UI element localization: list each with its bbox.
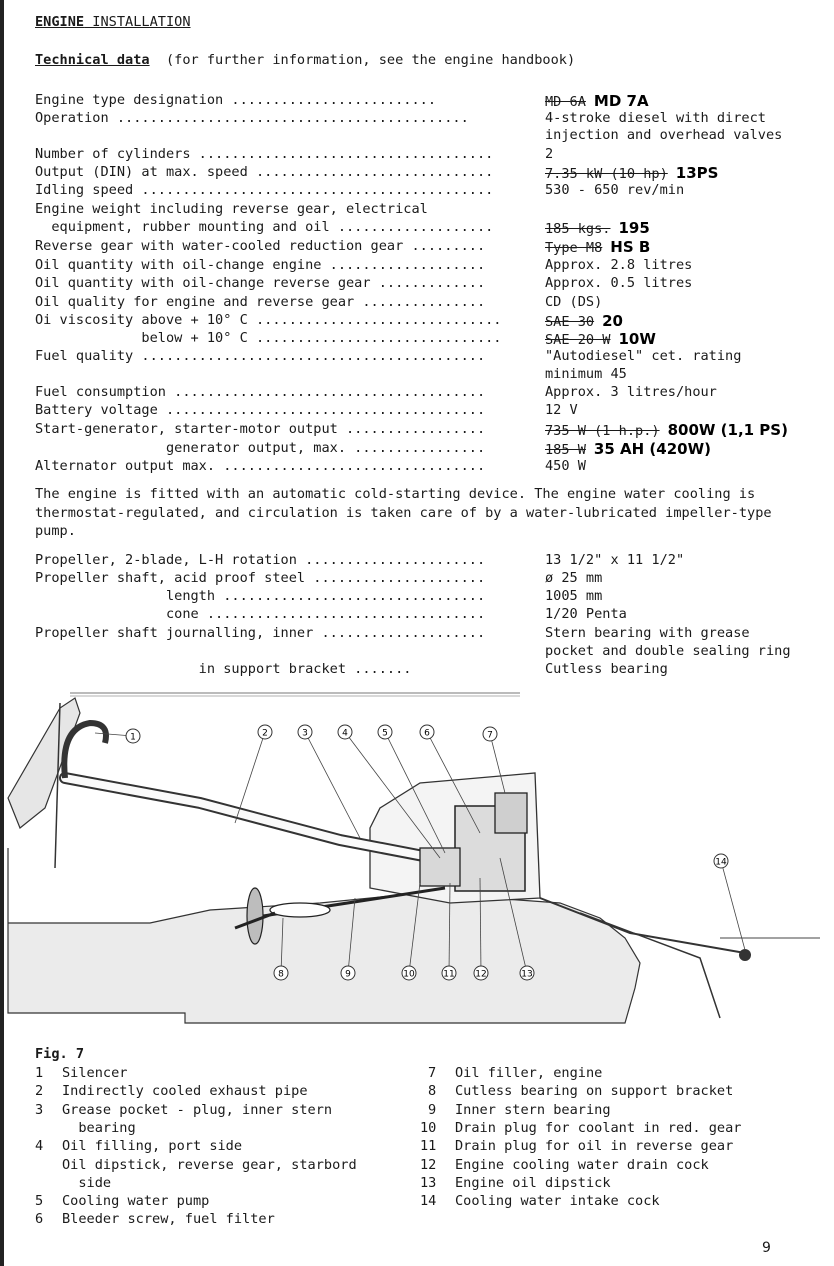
spec-value-text: SAE 20 W bbox=[545, 332, 611, 348]
spec-value bbox=[545, 275, 692, 291]
handwritten-correction: 13PS bbox=[675, 164, 719, 182]
spec-label: Start-generator, starter-motor output ................. bbox=[35, 421, 486, 437]
spec-label: Operation ........................................... bbox=[35, 110, 469, 126]
spec-label: Oil quantity with oil-change reverse gear ............. bbox=[35, 275, 486, 291]
legend-number: 7 bbox=[428, 1065, 437, 1081]
callout-leader-line bbox=[235, 732, 265, 823]
legend-text: Oil filling, port side bbox=[62, 1138, 243, 1155]
legend-number: 4 bbox=[35, 1138, 44, 1155]
spec-value bbox=[545, 219, 650, 237]
spec-value-text: "Autodiesel" cet. rating bbox=[545, 348, 742, 364]
propeller-spec-label: Propeller shaft, acid proof steel ..................... bbox=[35, 570, 486, 586]
propeller-spec-value: Stern bearing with grease bbox=[545, 625, 750, 641]
handwritten-correction: 20 bbox=[602, 312, 623, 330]
legend-text: Drain plug for coolant in red. gear bbox=[455, 1119, 742, 1136]
handwritten-correction: 800W (1,1 PS) bbox=[667, 421, 788, 439]
callout-number: 10 bbox=[403, 969, 415, 980]
spec-value bbox=[545, 294, 602, 310]
page-binding-edge bbox=[0, 0, 4, 1266]
spec-value-text: 530 - 650 rev/min bbox=[545, 182, 685, 198]
subheading-note: (for further information, see the engine handbook) bbox=[165, 52, 576, 68]
propeller-spec-value: 13 1/2" x 11 1/2" bbox=[545, 552, 685, 568]
callout-number: 13 bbox=[521, 969, 533, 980]
spec-label: Alternator output max. ................................ bbox=[35, 458, 486, 474]
handwritten-correction: 35 AH (420W) bbox=[593, 440, 711, 458]
legend-text: Engine cooling water drain cock bbox=[455, 1156, 709, 1173]
spec-label: Oi viscosity above + 10° C .............................. bbox=[35, 312, 502, 328]
spec-value bbox=[545, 127, 782, 143]
handwritten-correction: HS B bbox=[610, 238, 651, 256]
spec-label: Battery voltage ....................................... bbox=[35, 402, 486, 418]
spec-value-text: Type M8 bbox=[545, 240, 603, 256]
page-number: 9 bbox=[762, 1240, 771, 1256]
spec-value bbox=[545, 384, 717, 400]
spec-value-text: 735 W (1 h.p.) bbox=[545, 423, 660, 439]
spec-value-text: 4-stroke diesel with direct bbox=[545, 110, 766, 126]
handwritten-correction: 195 bbox=[618, 219, 650, 237]
spec-value-text: 185 W bbox=[545, 442, 586, 458]
spec-value-text: injection and overhead valves bbox=[545, 127, 783, 143]
callout-number: 2 bbox=[262, 728, 268, 739]
legend-text: Cutless bearing on support bracket bbox=[455, 1083, 734, 1100]
legend-text: Bleeder screw, fuel filter bbox=[62, 1211, 275, 1228]
spec-value-text: 450 W bbox=[545, 458, 586, 474]
spec-value-text: Approx. 0.5 litres bbox=[545, 275, 693, 291]
legend-number: 10 bbox=[420, 1119, 437, 1136]
spec-value bbox=[545, 330, 656, 348]
spec-label: Idling speed ........................................... bbox=[35, 182, 494, 198]
callout-number: 3 bbox=[302, 728, 308, 739]
legend-text: bearing bbox=[62, 1119, 136, 1136]
legend-number: 12 bbox=[420, 1156, 437, 1173]
callout-number: 6 bbox=[424, 728, 430, 739]
spec-value-text: Approx. 2.8 litres bbox=[545, 257, 693, 273]
legend-text: Indirectly cooled exhaust pipe bbox=[62, 1083, 308, 1100]
callout-number: 7 bbox=[487, 730, 493, 741]
spec-value bbox=[545, 402, 578, 418]
spec-label: equipment, rubber mounting and oil ................... bbox=[35, 219, 494, 235]
figure-caption-title: Fig. 7 bbox=[35, 1046, 85, 1062]
subheading bbox=[35, 52, 575, 68]
callout-number: 14 bbox=[715, 857, 727, 868]
propeller-spec-value: Cutless bearing bbox=[545, 661, 668, 677]
callout-number: 8 bbox=[278, 969, 284, 980]
spec-value-text: Approx. 3 litres/hour bbox=[545, 384, 717, 400]
spec-value bbox=[545, 366, 627, 382]
legend-number: 14 bbox=[420, 1193, 437, 1210]
spec-value bbox=[545, 182, 684, 198]
spec-value-text: 2 bbox=[545, 146, 554, 162]
legend-text: Engine oil dipstick bbox=[455, 1174, 611, 1191]
propeller-spec-label: in support bracket ....... bbox=[35, 661, 412, 677]
spec-label: below + 10° C .............................. bbox=[35, 330, 502, 346]
legend-text: Drain plug for oil in reverse gear bbox=[455, 1138, 734, 1155]
propeller-spec-value: ø 25 mm bbox=[545, 570, 603, 586]
spec-label: Engine weight including reverse gear, electrical bbox=[35, 201, 428, 217]
spec-label: Oil quantity with oil-change engine ................... bbox=[35, 257, 486, 273]
legend-number: 13 bbox=[420, 1174, 437, 1191]
callout-number: 11 bbox=[443, 969, 455, 980]
spec-value-text: SAE 30 bbox=[545, 314, 595, 330]
propeller bbox=[247, 888, 263, 944]
propeller-spec-label: Propeller, 2-blade, L-H rotation ...................... bbox=[35, 552, 486, 568]
spec-value bbox=[545, 146, 553, 162]
callout-leader-line bbox=[305, 732, 360, 838]
spec-label: Number of cylinders .................................... bbox=[35, 146, 494, 162]
callout-number: 4 bbox=[342, 728, 348, 739]
legend-text: Oil filler, engine bbox=[455, 1065, 603, 1081]
spec-value bbox=[545, 458, 586, 474]
spec-value bbox=[545, 110, 766, 126]
spec-label: generator output, max. ................ bbox=[35, 440, 486, 456]
spec-value bbox=[545, 348, 741, 364]
callout-leader-line bbox=[721, 861, 745, 950]
spec-value bbox=[545, 257, 692, 273]
spec-label: Engine type designation ......................... bbox=[35, 92, 437, 108]
spec-value-text: 185 kgs. bbox=[545, 221, 611, 237]
legend-number: 2 bbox=[35, 1083, 44, 1100]
spec-value bbox=[545, 440, 711, 458]
spec-value-text: minimum 45 bbox=[545, 366, 627, 382]
spec-label: Fuel consumption ...................................... bbox=[35, 384, 486, 400]
spec-value-text: CD (DS) bbox=[545, 294, 603, 310]
handwritten-correction: MD 7A bbox=[593, 92, 649, 110]
spec-value-text: 7.35 kW (10 hp) bbox=[545, 166, 668, 182]
spec-label: Output (DIN) at max. speed ............................. bbox=[35, 164, 494, 180]
propeller-spec-value: 1/20 Penta bbox=[545, 606, 627, 622]
spec-value-text: MD 6A bbox=[545, 94, 586, 110]
callout-number: 9 bbox=[345, 969, 351, 980]
propeller-spec-label: Propeller shaft journalling, inner .................... bbox=[35, 625, 486, 641]
spec-value bbox=[545, 421, 788, 439]
legend-number: 5 bbox=[35, 1193, 44, 1210]
legend-text: Cooling water pump bbox=[62, 1193, 210, 1210]
spec-value-text: 12 V bbox=[545, 402, 578, 418]
legend-number: 3 bbox=[35, 1101, 44, 1118]
legend-number: 6 bbox=[35, 1211, 44, 1228]
legend-number: 11 bbox=[420, 1138, 437, 1155]
spec-value bbox=[545, 312, 623, 330]
legend-text: side bbox=[62, 1174, 112, 1191]
propeller-spec-value: pocket and double sealing ring bbox=[545, 643, 791, 659]
subheading-title: Technical data bbox=[35, 52, 150, 68]
transom bbox=[8, 698, 80, 828]
propeller-spec-value: 1005 mm bbox=[545, 588, 603, 604]
spec-value bbox=[545, 164, 718, 182]
spec-label: Reverse gear with water-cooled reduction gear ......... bbox=[35, 238, 486, 254]
cooling-paragraph: The engine is fitted with an automatic cold-starting device. The engine water cooling is thermostat-regulated, and circulation is taken care of by a water-lubricated impeller-type pump. bbox=[35, 486, 772, 539]
legend-text: Grease pocket - plug, inner stern bbox=[62, 1101, 333, 1118]
legend-text: Inner stern bearing bbox=[455, 1101, 611, 1118]
legend-text: Oil dipstick, reverse gear, starbord bbox=[62, 1156, 357, 1173]
legend-number: 9 bbox=[428, 1101, 437, 1118]
spec-label: Oil quality for engine and reverse gear ............... bbox=[35, 294, 486, 310]
spec-value bbox=[545, 238, 650, 256]
callout-number: 1 bbox=[130, 732, 136, 743]
handwritten-correction: 10W bbox=[618, 330, 656, 348]
engine-installation-diagram bbox=[0, 688, 834, 1038]
legend-number: 8 bbox=[428, 1083, 437, 1100]
spec-label: Fuel quality .......................................... bbox=[35, 348, 486, 364]
legend-text: Silencer bbox=[62, 1065, 128, 1081]
hull-shape bbox=[8, 848, 640, 1023]
callout-number: 12 bbox=[475, 969, 487, 980]
callout-number: 5 bbox=[382, 728, 388, 739]
legend-number: 1 bbox=[35, 1065, 44, 1081]
legend-text: Cooling water intake cock bbox=[455, 1193, 660, 1210]
propeller-spec-label: cone .................................. bbox=[35, 606, 486, 622]
spec-value bbox=[545, 92, 649, 110]
propeller-spec-label: length ................................ bbox=[35, 588, 486, 604]
section-heading: ENGINE INSTALLATION bbox=[35, 14, 191, 30]
